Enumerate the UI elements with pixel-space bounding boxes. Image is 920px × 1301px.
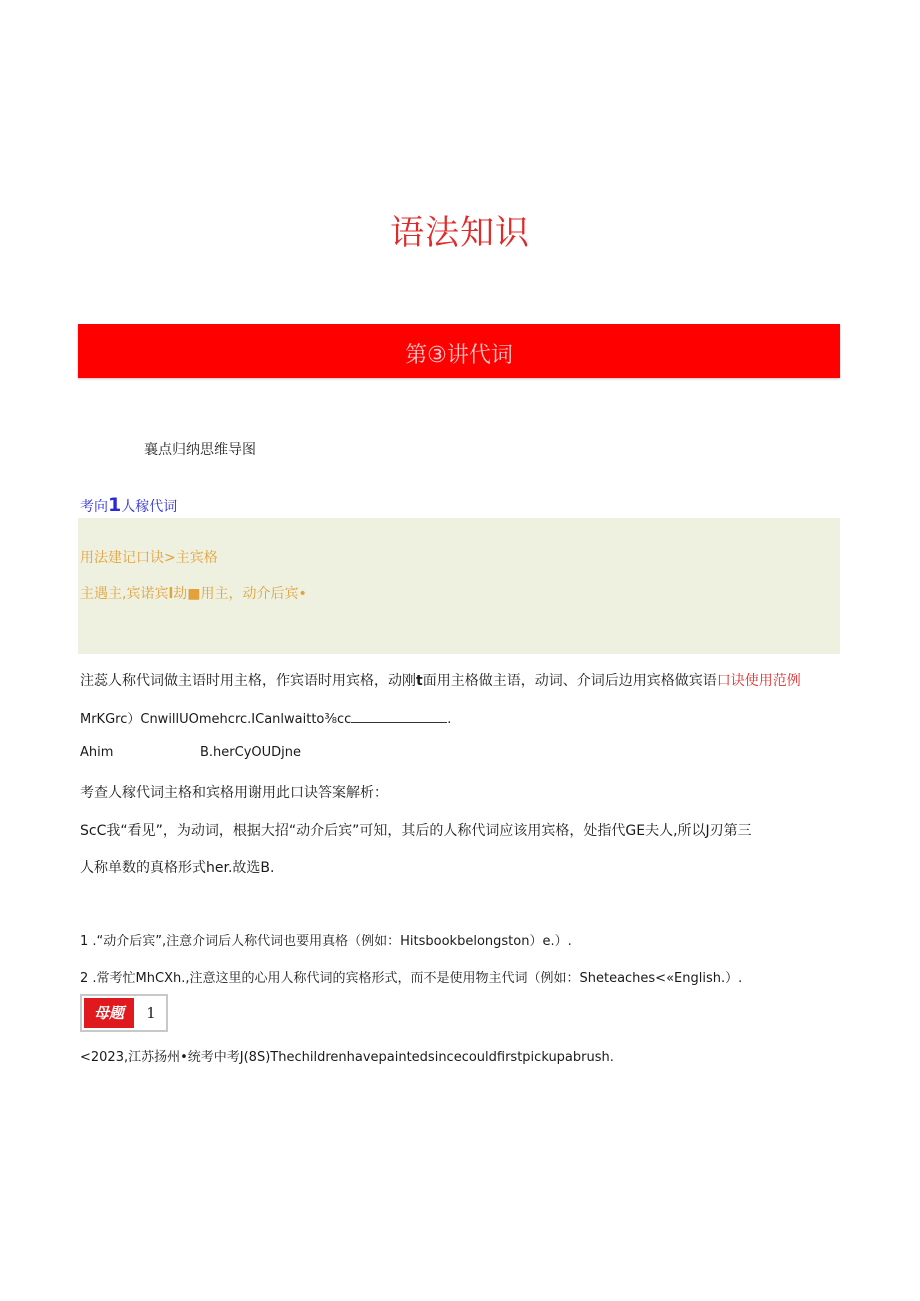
option-a: Ahim (80, 745, 114, 760)
usage-note (80, 670, 801, 690)
lecture-banner (78, 324, 840, 378)
badge-number: 1 (146, 1004, 156, 1022)
note-item-1: 1 .“动介后宾”,注意介词后人称代词也要用真格（例如：Hitsbookbelongston）e.）. (80, 934, 572, 949)
answer-blank (351, 710, 447, 723)
mindmap-label: 襄点归纳思维导图 (144, 442, 256, 458)
direction-heading (80, 494, 177, 516)
mnemonic-title: 用法建记口诀>主宾格 (80, 550, 218, 566)
note-item-2: 2 .常考忙MhCXh.,注意这里的心用人称代词的宾格形式，而不是使用物主代词（例如：Sheteaches<«English.）. (80, 971, 743, 986)
analysis-heading: 考查人稼代词主格和宾格用谢用此口诀答案解析： (80, 785, 388, 801)
direction-number: 1 (108, 494, 122, 516)
mnemonic-box (78, 518, 840, 654)
option-b: B.herCyOUDjne (200, 745, 302, 760)
question-text: MrKGrc）CnwillUOmehcrc.ICanlwaitto⅜cc (80, 712, 352, 727)
analysis-line-1: ScC我“看见”，为动词，根据大招“动介后宾”可知，其后的人称代词应该用宾格，处指代GE夫人,所以J刃第三 (80, 823, 752, 839)
exam-question: <2023,江苏扬州•统考中考J(8S)Thechildrenhavepaintedsincecouldfirstpickupabrush. (80, 1050, 614, 1065)
mnemonic-rule-mark: l (168, 586, 174, 602)
lecture-title: 第③讲代词 (405, 343, 513, 368)
usage-note-part2: 面用主格做主语，动词、介词后边用宾格做宾语 (422, 673, 717, 689)
usage-note-part1: 注蕊人称代词做主语时用主格，作宾语时用宾格，动刚 (80, 673, 416, 689)
example-label: 口诀使用范例 (716, 673, 801, 689)
mnemonic-rule-part1: 主遇主,宾诺宾 (80, 586, 169, 602)
badge-label: 母题 (84, 998, 134, 1028)
main-title: 语法知识 (390, 213, 530, 253)
direction-topic: 人稼代词 (121, 499, 178, 515)
mother-question-badge (80, 994, 168, 1032)
usage-note-mark: t (416, 673, 423, 689)
direction-prefix: 考向 (80, 499, 108, 515)
example-question (80, 708, 451, 727)
mnemonic-rule-part2: 劫■用主，动介后宾• (173, 586, 307, 602)
analysis-line-2: 人称单数的真格形式her.故选B. (80, 860, 275, 876)
question-end: . (447, 712, 452, 727)
mnemonic-rule (80, 583, 307, 603)
